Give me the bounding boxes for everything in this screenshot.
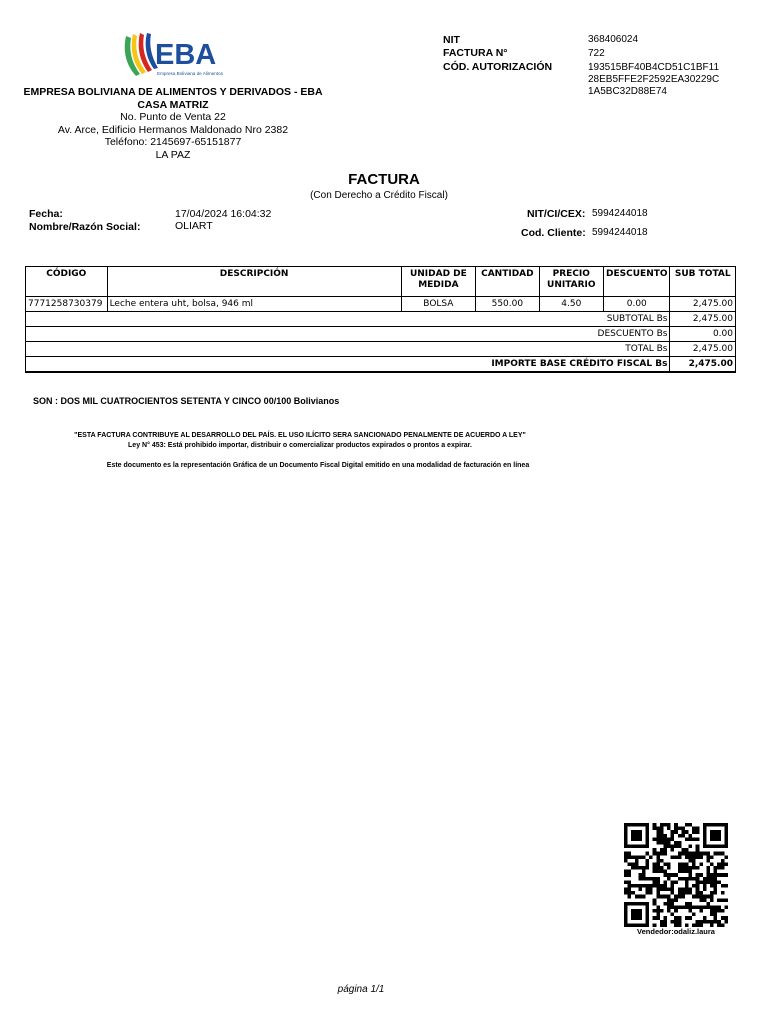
client-name-label: Nombre/Razón Social: [29,221,141,233]
date-label: Fecha: [29,208,63,220]
subtotal-value: 2,475.00 [670,312,736,327]
items-table [25,266,736,373]
total-value: 2,475.00 [670,342,736,357]
subtotal-label: SUBTOTAL Bs [26,312,670,327]
company-address: Av. Arce, Edificio Hermanos Maldonado Nro 2382 [57,123,289,136]
representation-note: Este documento es la representación Gráfica de un Documento Fiscal Digital emitido en una modalidad de facturación en línea [106,462,530,469]
client-nit-value: 5994244018 [592,208,648,219]
client-name-value: OLIART [175,220,213,232]
discount-label: DESCUENTO Bs [26,327,670,342]
subtotal-row [26,312,736,327]
col-header-unit: UNIDAD DE MEDIDA [401,267,476,297]
logo-tagline: Empresa Boliviana de Alimentos [157,71,223,76]
company-name: EMPRESA BOLIVIANA DE ALIMENTOS Y DERIVADOS - EBA [23,86,323,98]
client-code-label: Cod. Cliente: [521,227,586,239]
table-header-row [26,267,736,297]
logo-text: EBA [155,39,217,71]
auth-code-line: 193515BF40B4CD51C1BF11 [588,62,720,73]
auth-code-line: 1A5BC32D88E74 [588,86,667,97]
cell-discount: 0.00 [604,297,670,312]
amount-in-words: SON : DOS MIL CUATROCIENTOS SETENTA Y CINCO 00/100 Bolivianos [33,396,340,406]
cell-unit: BOLSA [401,297,476,312]
company-phone: Teléfono: 2145697-65151877 [104,136,242,148]
date-value: 17/04/2024 16:04:32 [175,208,272,220]
company-block [0,86,346,161]
company-pos: No. Punto de Venta 22 [120,111,226,123]
document-title: FACTURA [348,171,420,188]
legal-line-1: "ESTA FACTURA CONTRIBUYE AL DESARROLLO DEL PAÍS. EL USO ILÍCITO SERA SANCIONADO PENALMENTE DE ACUERDO A LEY" [74,432,526,439]
fiscal-base-value: 2,475.00 [670,357,736,373]
company-city: LA PAZ [155,148,191,161]
auth-code-label: CÓD. AUTORIZACIÓN [443,61,553,73]
legal-notice [0,431,600,451]
eba-logo [120,30,230,80]
total-row [26,342,736,357]
cell-description: Leche entera uht, bolsa, 946 ml [107,297,401,312]
cell-subtotal: 2,475.00 [670,297,736,312]
client-nit-label: NIT/CI/CEX: [527,208,586,220]
total-label: TOTAL Bs [26,342,670,357]
discount-row [26,327,736,342]
invoice-number-label: FACTURA N° [443,47,508,59]
client-code-value: 5994244018 [592,227,648,238]
page-number: página 1/1 [337,984,385,995]
cell-code: 7771258730379 [26,297,108,312]
auth-code-line: 28EB5FFE2F2592EA30229C [588,74,720,85]
nit-value: 368406024 [588,34,639,45]
col-header-quantity: CANTIDAD [476,267,539,297]
auth-code-value [588,62,719,98]
vendor-label: Vendedor:odaliz.laura [637,927,715,936]
col-header-subtotal: SUB TOTAL [670,267,736,297]
discount-value: 0.00 [670,327,736,342]
col-header-price: PRECIO UNITARIO [539,267,603,297]
company-branch: CASA MATRIZ [137,98,209,111]
col-header-code: CÓDIGO [26,267,108,297]
col-header-description: DESCRIPCIÓN [107,267,401,297]
invoice-number-value: 722 [588,48,605,59]
qr-code [621,823,731,927]
cell-price: 4.50 [539,297,603,312]
col-header-discount: DESCUENTO [604,267,670,297]
table-row [26,297,736,312]
nit-label: NIT [443,34,460,46]
legal-line-2: Ley N° 453: Está prohibido importar, distribuir o comercializar productos expirados o prontos a expirar. [128,442,472,449]
fiscal-base-row [26,357,736,373]
document-subtitle: (Con Derecho a Crédito Fiscal) [310,190,448,201]
fiscal-base-label: IMPORTE BASE CRÉDITO FISCAL Bs [26,357,670,373]
cell-quantity: 550.00 [476,297,539,312]
